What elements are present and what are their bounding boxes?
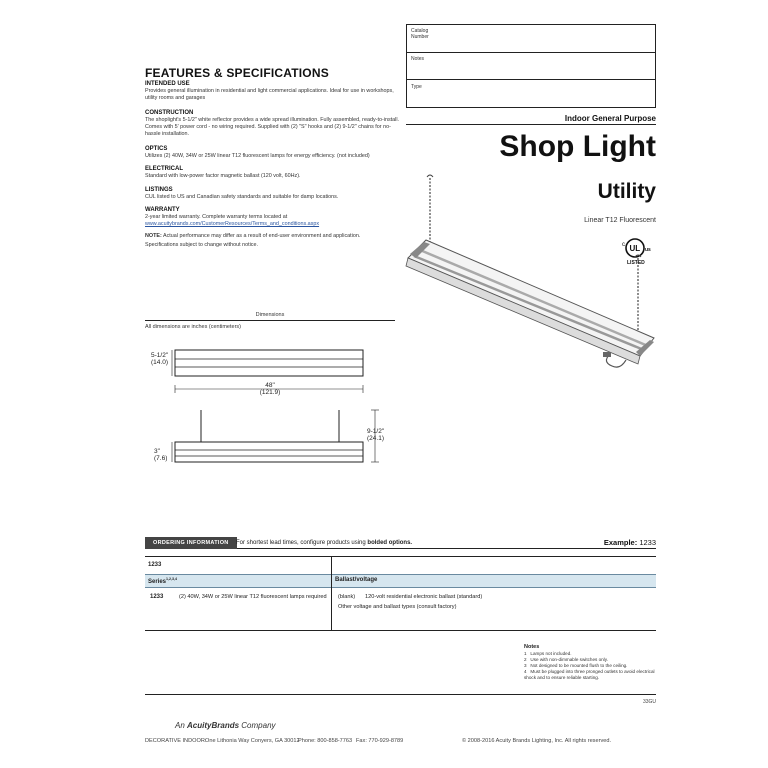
optics-text: Utilizes (2) 40W, 34W or 25W linear T12 fluorescent lamps for energy efficiency. (not included) [145,153,370,159]
ul-c: c [622,242,625,248]
divider [145,556,656,557]
dim-length-in: 48" [265,382,275,389]
series-header-text: Series [148,579,167,585]
note-text: Actual performance may differ as a result of end-user environment and application. [162,233,361,239]
dim-length [255,382,285,396]
series-header [148,577,177,585]
dim-width-cm: (14.0) [151,359,168,366]
footer-copyright: © 2008-2016 Acuity Brands Lighting, Inc. All rights reserved. [462,738,612,744]
dimensions-title: Dimensions [255,312,285,318]
warranty-link[interactable]: www.acuitybrands.com/CustomerResources/Terms_and_conditions.aspx [145,221,320,227]
shop-light-image [400,170,665,385]
divider [145,320,395,321]
ul-listed: LISTED [627,260,645,266]
note-text: Lamps not included. [530,651,572,656]
ballast-description: 120-volt residential electronic ballast (standard) [365,594,483,600]
dim-length-cm: (121.9) [259,389,281,396]
ballast-other: Other voltage and ballast types (consult factory) [338,604,457,610]
catalog-number-label: Catalog Number [411,28,429,40]
type-label: Type [411,84,422,90]
intended-use-heading: INTENDED USE [145,81,190,87]
note-label: NOTE: [145,233,162,239]
notes-title: Notes [524,644,540,650]
note-item [524,657,664,663]
ordering-badge: ORDERING INFORMATION [145,537,237,549]
ordering-example [604,538,656,547]
footer-address: One Lithonia Way Conyers, GA 30012 [205,738,300,744]
features-title: FEATURES & SPECIFICATIONS [145,66,329,80]
product-title: Shop Light [499,130,656,163]
brand-suffix: Company [241,721,276,730]
note-text: Must be plugged into three pronged outlets to avoid electrical shock and to ensure reliable starting. [524,669,655,680]
electrical-text: Standard with low-power factor magnetic ballast (120 volt, 60Hz). [145,173,301,179]
model-number: 1233 [148,562,162,568]
dimensions-note: All dimensions are inches (centimeters) [145,324,241,330]
divider [331,556,332,630]
document-code: 33GU [642,699,656,705]
notes-label: Notes [411,56,425,62]
ballast-header: Ballast/voltage [335,577,378,583]
note-number: 2 [524,657,527,662]
divider [406,124,656,125]
note-item [524,663,664,669]
series-description: (2) 40W, 34W or 25W linear T12 fluorescent lamps required [179,594,327,600]
footer-fax: Fax: 770-929-8789 [356,738,404,744]
note-line [145,233,405,240]
optics-heading: OPTICS [145,146,168,152]
example-value: 1233 [639,538,656,547]
footer-division: DECORATIVE INDOOR: [145,738,207,744]
hanging-chain-right [635,255,641,335]
ordering-lead-bold: bolded options. [367,540,413,546]
hanging-chain-left [427,175,433,242]
brand-prefix: An [175,721,185,730]
dim-height-in: 3" [154,448,160,455]
dim-chain [367,428,384,442]
note-number: 3 [524,663,527,668]
series-superscript: 1,2,3,4 [166,577,178,581]
dim-width [151,352,168,366]
product-subtitle: Utility [597,180,656,203]
ul-text: UL [629,244,641,253]
warranty-text: 2-year limited warranty. Complete warranty terms located at [145,214,288,220]
ballast-code: (blank) [338,594,356,600]
electrical-heading: ELECTRICAL [145,166,183,172]
warranty-heading: WARRANTY [145,207,180,213]
dimension-drawing [145,340,405,470]
ordering-lead-text: For shortest lead times, configure products using [236,540,366,546]
listings-text: CUL listed to US and Canadian safety standards and suitable for damp locations. [145,194,339,200]
dim-height [154,448,167,462]
example-label: Example: [603,538,638,547]
series-code: 1233 [150,594,164,600]
note-number: 1 [524,651,527,656]
ordering-table-header [145,574,656,588]
ul-us: us [645,247,651,253]
divider [407,52,655,53]
dim-width-in: 5-1/2" [151,352,169,359]
note-text: Use with non-dimmable switches only. [530,657,608,662]
ordering-lead [236,540,412,546]
spec-change-text: Specifications subject to change without notice. [145,242,258,248]
note-number: 4 [524,669,527,674]
acuity-brand-logo [175,721,276,730]
fixture-body [406,240,654,364]
listings-heading: LISTINGS [145,187,173,193]
dim-chain-cm: (24.1) [367,435,384,442]
construction-heading: CONSTRUCTION [145,110,194,116]
note-text: Not designed to be mounted flush to the ceiling. [530,663,628,668]
note-item [524,651,664,657]
dim-height-cm: (7.6) [154,455,168,462]
category-subtitle: Indoor General Purpose [564,114,656,123]
dim-chain-in: 9-1/2" [367,428,385,435]
brand-name: AcuityBrands [187,721,240,730]
intended-use-text: Provides general illumination in residential and light commercial applications. Ideal for use in workshops, utility rooms and garages [145,88,394,101]
divider [145,694,656,695]
divider [407,79,655,80]
lamp-type: Linear T12 Fluorescent [584,217,656,224]
construction-text: The shoplight's 5-1/2" white reflector provides a wide spread illumination. Fully assembled, ready-to-install. Comes with 5' power cord - no wiring required. Supplied with (2) "S" hooks and (2) 9-1/2" chains for no-hassle installation. [145,117,400,137]
note-item [524,669,664,680]
footer-phone: Phone: 800-858-7763 [298,738,353,744]
catalog-info-box [406,24,656,108]
